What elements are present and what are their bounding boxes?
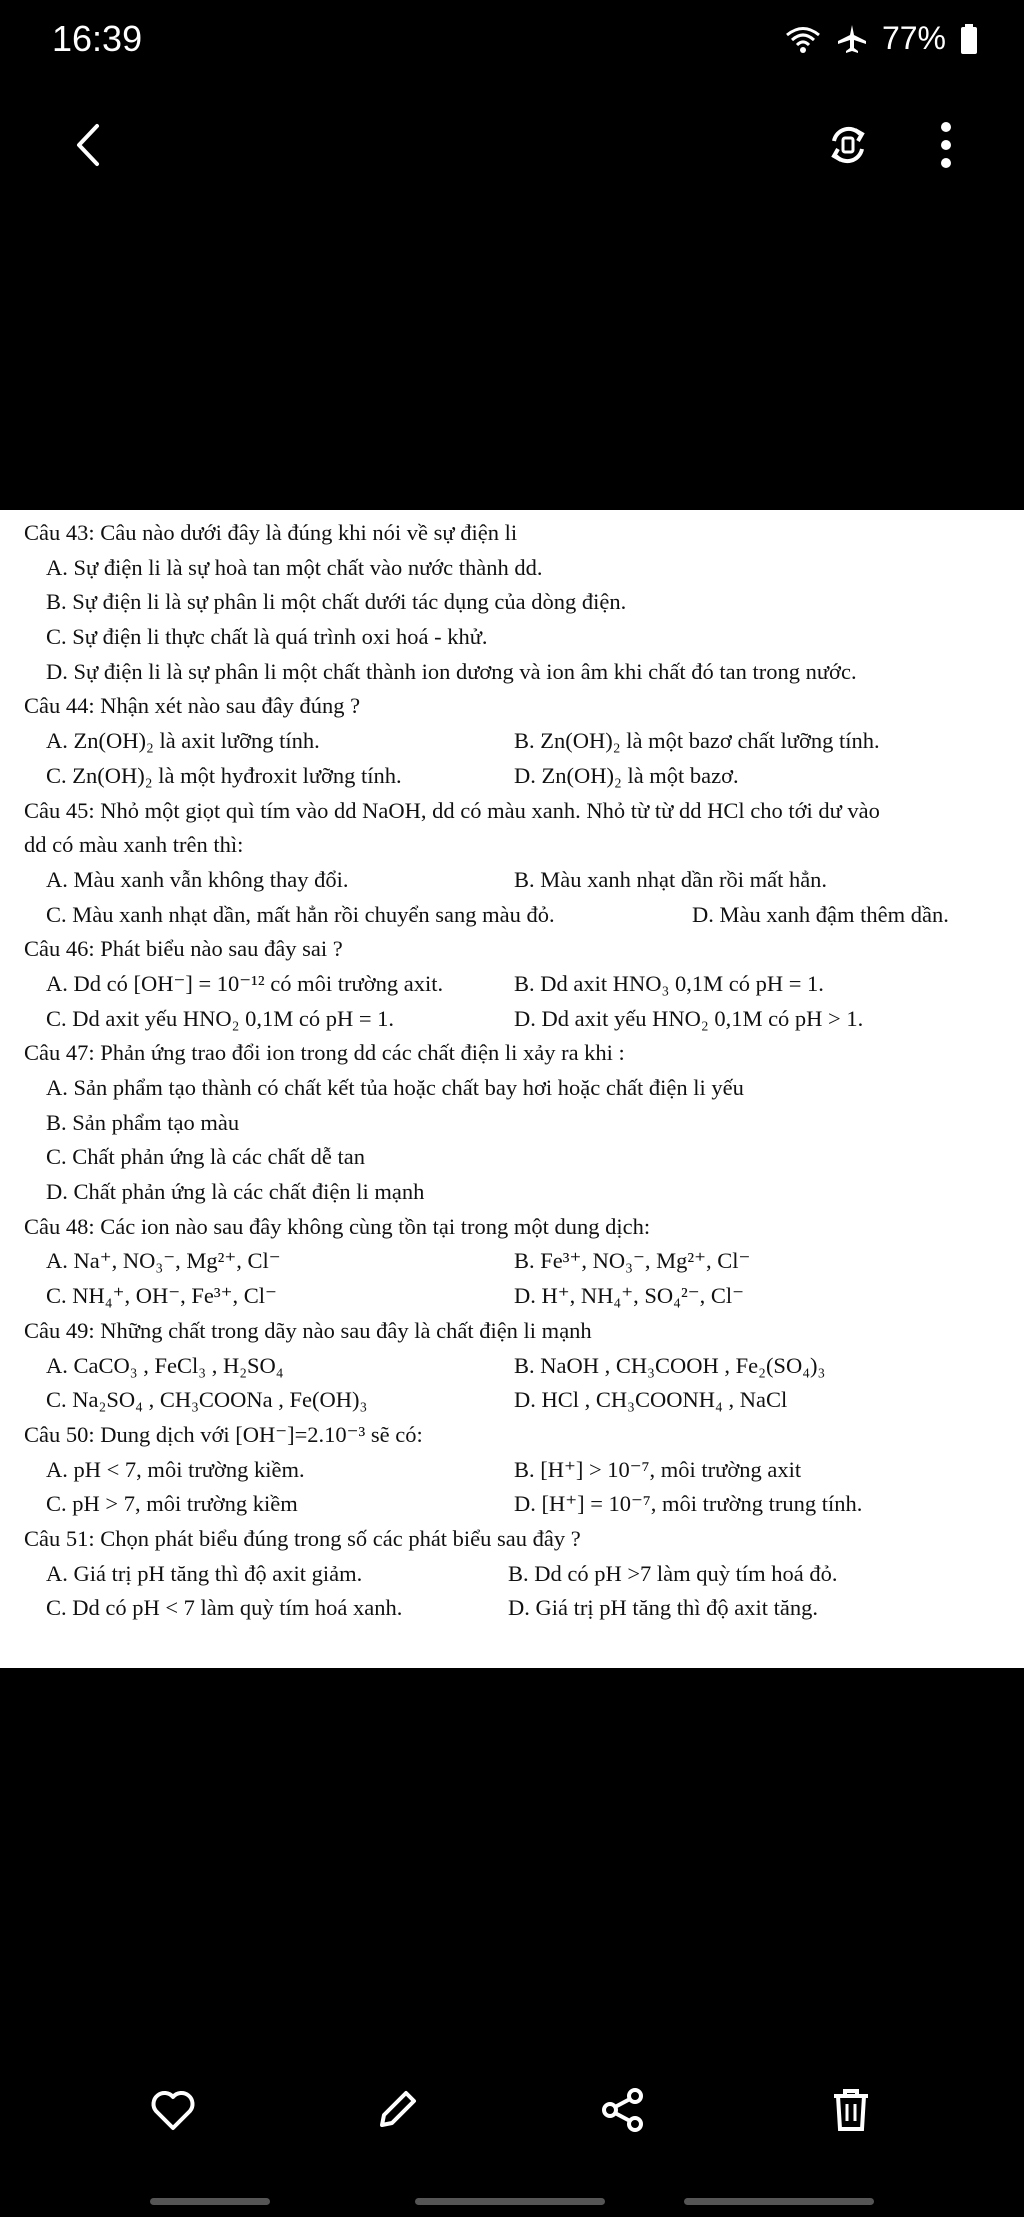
status-time: 16:39 xyxy=(52,18,143,59)
answer-option-row xyxy=(24,1002,1014,1037)
answer-option: B. Zn(OH)₂ là một bazơ chất lưỡng tính. xyxy=(514,728,880,754)
answer-option-row xyxy=(24,1349,1014,1384)
answer-option: D. Chất phản ứng là các chất điện li mạnh xyxy=(46,1179,425,1205)
answer-option: D. [H⁺] = 10⁻⁷, môi trường trung tính. xyxy=(514,1491,863,1517)
answer-option: D. Màu xanh đậm thêm dần. xyxy=(692,901,949,927)
rotate-lock-icon xyxy=(824,121,872,169)
question-line: Câu 44: Nhận xét nào sau đây đúng ? xyxy=(24,693,361,719)
answer-option: C. Na₂SO₄ , CH₃COONa , Fe(OH)₃ xyxy=(46,1387,368,1413)
answer-option: C. pH > 7, môi trường kiềm xyxy=(46,1491,298,1517)
document-text xyxy=(24,516,1014,1626)
status-bar xyxy=(0,0,1024,80)
answer-option: D. Giá trị pH tăng thì độ axit tăng. xyxy=(508,1595,818,1621)
battery-percent: 77% xyxy=(881,20,946,56)
answer-option: D. Sự điện li là sự phân li một chất thành ion dương và ion âm khi chất đó tan trong nước. xyxy=(46,658,857,684)
answer-option: B. [H⁺] > 10⁻⁷, môi trường axit xyxy=(514,1456,802,1482)
answer-option: D. Zn(OH)₂ là một bazơ. xyxy=(514,762,739,788)
answer-option: C. Dd axit yếu HNO₂ 0,1M có pH = 1. xyxy=(46,1005,395,1031)
answer-option: B. Fe³⁺, NO₃⁻, Mg²⁺, Cl⁻ xyxy=(514,1248,751,1274)
pencil-icon xyxy=(374,2087,420,2133)
answer-option: A. Zn(OH)₂ là axit lưỡng tính. xyxy=(46,728,320,754)
answer-option: D. HCl , CH₃COONH₄ , NaCl xyxy=(514,1387,788,1413)
trash-icon xyxy=(831,2087,871,2133)
question-line: Câu 49: Những chất trong dãy nào sau đây là chất điện li mạnh xyxy=(24,1317,592,1343)
share-icon xyxy=(600,2087,646,2133)
answer-option: A. pH < 7, môi trường kiềm. xyxy=(46,1456,305,1482)
question-line: Câu 43: Câu nào dưới đây là đúng khi nói về sự điện li xyxy=(24,520,518,545)
delete-button[interactable] xyxy=(806,2070,896,2150)
answer-option-row xyxy=(24,898,1014,933)
answer-option: A. Sản phẩm tạo thành có chất kết tủa hoặc chất bay hơi hoặc chất điện li yếu xyxy=(46,1075,744,1100)
favorite-button[interactable] xyxy=(128,2070,218,2150)
answer-option: D. Dd axit yếu HNO₂ 0,1M có pH > 1. xyxy=(514,1005,864,1031)
answer-option: C. Zn(OH)₂ là một hyđroxit lưỡng tính. xyxy=(46,762,402,788)
auto-rotate-button[interactable] xyxy=(808,100,888,190)
answer-option: C. NH₄⁺, OH⁻, Fe³⁺, Cl⁻ xyxy=(46,1283,277,1309)
answer-option-row xyxy=(24,1383,1014,1418)
system-navigation-bar xyxy=(0,2185,1024,2217)
answer-option: B. NaOH , CH₃COOH , Fe₂(SO₄)₃ xyxy=(514,1352,826,1378)
answer-option: B. Dd có pH >7 làm quỳ tím hoá đỏ. xyxy=(508,1560,838,1586)
answer-option: A. Na⁺, NO₃⁻, Mg²⁺, Cl⁻ xyxy=(46,1248,281,1274)
more-options-button[interactable] xyxy=(906,100,986,190)
answer-option: A. Màu xanh vẫn không thay đổi. xyxy=(46,866,349,892)
answer-option: A. Dd có [OH⁻] = 10⁻¹² có môi trường axit. xyxy=(46,970,444,996)
nav-back[interactable] xyxy=(684,2198,874,2205)
answer-option: B. Sự điện li là sự phân li một chất dưới tác dụng của dòng điện. xyxy=(46,589,627,615)
question-line: Câu 45: Nhỏ một giọt quì tím vào dd NaOH, dd có màu xanh. Nhỏ từ từ dd HCl cho tới dư vào xyxy=(24,797,880,823)
edit-button[interactable] xyxy=(352,2070,442,2150)
question-line: Câu 51: Chọn phát biểu đúng trong số các phát biểu sau đây ? xyxy=(24,1525,581,1551)
answer-option-row xyxy=(24,1591,1014,1626)
answer-option: D. H⁺, NH₄⁺, SO₄²⁻, Cl⁻ xyxy=(514,1283,744,1309)
answer-option-row xyxy=(24,724,1014,759)
status-icons xyxy=(784,20,978,57)
share-button[interactable] xyxy=(578,2070,668,2150)
answer-option-row xyxy=(24,1244,1014,1279)
answer-option-row xyxy=(24,1453,1014,1488)
answer-option: B. Sản phẩm tạo màu xyxy=(46,1109,240,1135)
answer-option-row xyxy=(24,1557,1014,1592)
answer-option-row xyxy=(24,967,1014,1002)
answer-option: A. Sự điện li là sự hoà tan một chất vào nước thành dd. xyxy=(46,554,543,580)
answer-option: B. Dd axit HNO₃ 0,1M có pH = 1. xyxy=(514,970,824,996)
document-image xyxy=(0,510,1024,1668)
chevron-left-icon xyxy=(73,123,103,167)
answer-option: C. Dd có pH < 7 làm quỳ tím hoá xanh. xyxy=(46,1595,403,1621)
wifi-icon xyxy=(784,24,822,54)
answer-option: C. Màu xanh nhạt dần, mất hẳn rồi chuyển sang màu đỏ. xyxy=(46,901,555,927)
battery-icon xyxy=(960,23,978,55)
question-line: dd có màu xanh trên thì: xyxy=(24,832,244,858)
airplane-mode-icon xyxy=(836,23,868,55)
viewer-toolbar xyxy=(0,100,1024,190)
nav-home[interactable] xyxy=(415,2198,605,2205)
answer-option: B. Màu xanh nhạt dần rồi mất hẳn. xyxy=(514,866,828,892)
question-line: Câu 47: Phản ứng trao đổi ion trong dd các chất điện li xảy ra khi : xyxy=(24,1040,625,1066)
answer-option: A. CaCO₃ , FeCl₃ , H₂SO₄ xyxy=(46,1352,284,1378)
answer-option-row xyxy=(24,863,1014,898)
answer-option: C. Sự điện li thực chất là quá trình oxi hoá - khử. xyxy=(46,624,488,650)
question-line: Câu 46: Phát biểu nào sau đây sai ? xyxy=(24,936,343,962)
answer-option-row xyxy=(24,759,1014,794)
nav-recent-apps[interactable] xyxy=(150,2198,270,2205)
question-line: Câu 50: Dung dịch với [OH⁻]=2.10⁻³ sẽ có: xyxy=(24,1421,423,1447)
heart-icon xyxy=(150,2089,196,2131)
question-line: Câu 48: Các ion nào sau đây không cùng tồn tại trong một dung dịch: xyxy=(24,1213,651,1239)
back-button[interactable] xyxy=(48,100,128,190)
answer-option: C. Chất phản ứng là các chất dễ tan xyxy=(46,1144,365,1170)
more-vertical-icon xyxy=(940,121,952,169)
bottom-action-bar xyxy=(0,2060,1024,2170)
answer-option-row xyxy=(24,1279,1014,1314)
answer-option: A. Giá trị pH tăng thì độ axit giảm. xyxy=(46,1560,363,1586)
answer-option-row xyxy=(24,1487,1014,1522)
